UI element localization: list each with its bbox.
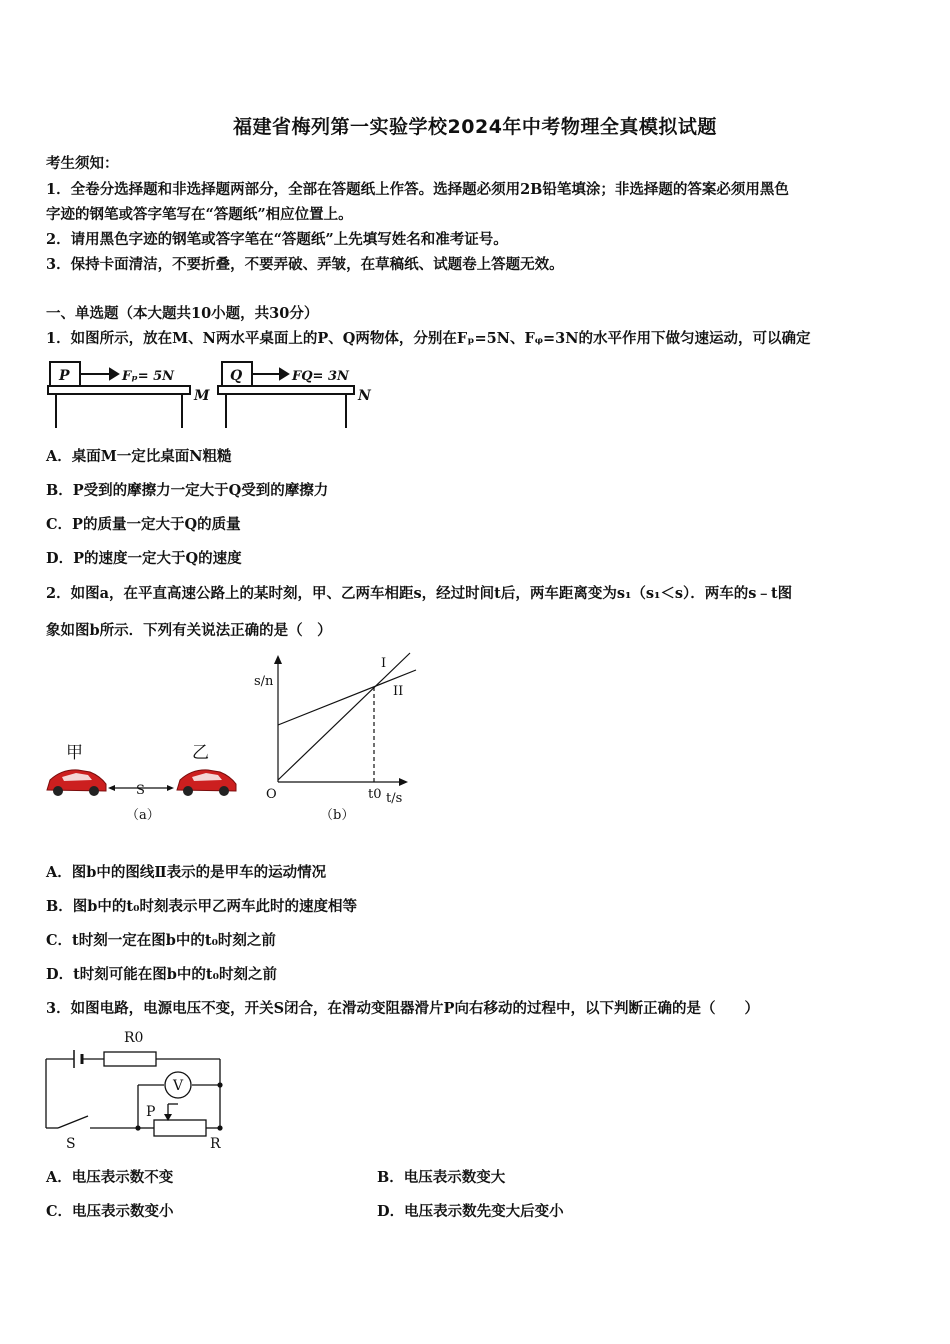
q2-figure-a [44, 740, 244, 830]
label-r0: R0 [124, 1030, 144, 1046]
distance-label: S [136, 783, 145, 798]
q3-circuit [40, 1024, 240, 1152]
line-i-label: I [381, 656, 387, 671]
arrow-head-icon [167, 785, 174, 791]
arrow-head-icon [274, 655, 282, 664]
q3-stem: 3．如图电路，电源电压不变，开关S闭合，在滑动变阻器滑片P向右移动的过程中，以下判断正确的是（ ） [46, 1000, 759, 1017]
label-force-p: Fₚ= 5N [122, 369, 175, 384]
q2-option: A．图b中的图线Ⅱ表示的是甲车的运动情况 [46, 864, 327, 881]
table-n-top [218, 386, 354, 394]
car-b-label: 乙 [192, 743, 209, 763]
section-heading: 一、单选题（本大题共10小题，共30分） [46, 305, 319, 322]
arrow-head-icon [280, 369, 288, 379]
caption-a: （a） [126, 808, 160, 823]
origin-label: O [266, 787, 277, 802]
car-icon [47, 770, 106, 796]
notice-item: 字迹的钢笔或答字笔写在“答题纸”相应位置上。 [46, 206, 353, 223]
rheostat-r [154, 1120, 206, 1136]
table-m-top [48, 386, 190, 394]
label-slider: P [146, 1104, 156, 1120]
q3-option: B．电压表示数变大 [377, 1169, 506, 1186]
label-q: Q [230, 368, 243, 384]
car-a-label: 甲 [66, 743, 83, 763]
q1-option: B．P受到的摩擦力一定大于Q受到的摩擦力 [46, 482, 329, 499]
q1-option: D．P的速度一定大于Q的速度 [46, 550, 242, 567]
notice-item: 2．请用黑色字迹的钢笔或答字笔在“答题纸”上先填写姓名和准考证号。 [46, 231, 508, 248]
notice-item: 1．全卷分选择题和非选择题两部分，全部在答题纸上作答。选择题必须用2B铅笔填涂；非选择题的答案必须用黑色 [46, 181, 789, 198]
t0-label: t0 [368, 787, 382, 802]
label-force-q: FQ= 3N [292, 369, 349, 384]
q1-option: A．桌面M一定比桌面N粗糙 [46, 448, 232, 465]
q1-stem: 1．如图所示，放在M、N两水平桌面上的P、Q两物体，分别在Fₚ=5N、Fᵩ=3N的水平作用下做匀速运动，可以确定 [46, 330, 811, 347]
label-p: P [59, 368, 70, 384]
q2-option: C．t时刻一定在图b中的t₀时刻之前 [46, 932, 276, 949]
resistor-r0 [104, 1052, 156, 1066]
arrow-head-icon [110, 369, 118, 379]
q2-figure-b [250, 652, 420, 832]
x-axis-label: t/s [386, 791, 403, 806]
label-voltmeter: V [173, 1078, 184, 1094]
q2-option: D．t时刻可能在图b中的t₀时刻之前 [46, 966, 277, 983]
notice-item: 3．保持卡面清洁，不要折叠，不要弄破、弄皱，在草稿纸、试题卷上答题无效。 [46, 256, 564, 273]
page-title: 福建省梅列第一实验学校2024年中考物理全真模拟试题 [233, 116, 717, 138]
arrow-head-icon [399, 778, 408, 786]
label-n: N [358, 388, 371, 404]
q1-option: C．P的质量一定大于Q的质量 [46, 516, 241, 533]
junction-dot [135, 1125, 140, 1130]
q2-stem: 2．如图a，在平直高速公路上的某时刻，甲、乙两车相距s，经过时间t后，两车距离变为s₁（s₁＜s）．两车的s﹣t图 [46, 585, 793, 602]
q2-option: B．图b中的t₀时刻表示甲乙两车此时的速度相等 [46, 898, 357, 915]
q2-stem: 象如图b所示．下列有关说法正确的是（ ） [46, 622, 332, 639]
label-switch: S [66, 1136, 76, 1152]
q1-figure [44, 356, 374, 430]
arrow-head-icon [108, 785, 115, 791]
switch-blade [58, 1116, 88, 1128]
label-m: M [194, 388, 210, 404]
label-rheostat: R [210, 1136, 221, 1152]
line-ii-label: II [393, 684, 404, 699]
caption-b: （b） [320, 808, 355, 823]
notice-heading: 考生须知： [46, 155, 119, 172]
q3-option: A．电压表示数不变 [46, 1169, 174, 1186]
y-axis-label: s/n [254, 674, 274, 689]
q3-option: D．电压表示数先变大后变小 [377, 1203, 564, 1220]
q3-option: C．电压表示数变小 [46, 1203, 174, 1220]
car-icon [177, 770, 236, 796]
junction-dot [217, 1082, 222, 1087]
junction-dot [217, 1125, 222, 1130]
